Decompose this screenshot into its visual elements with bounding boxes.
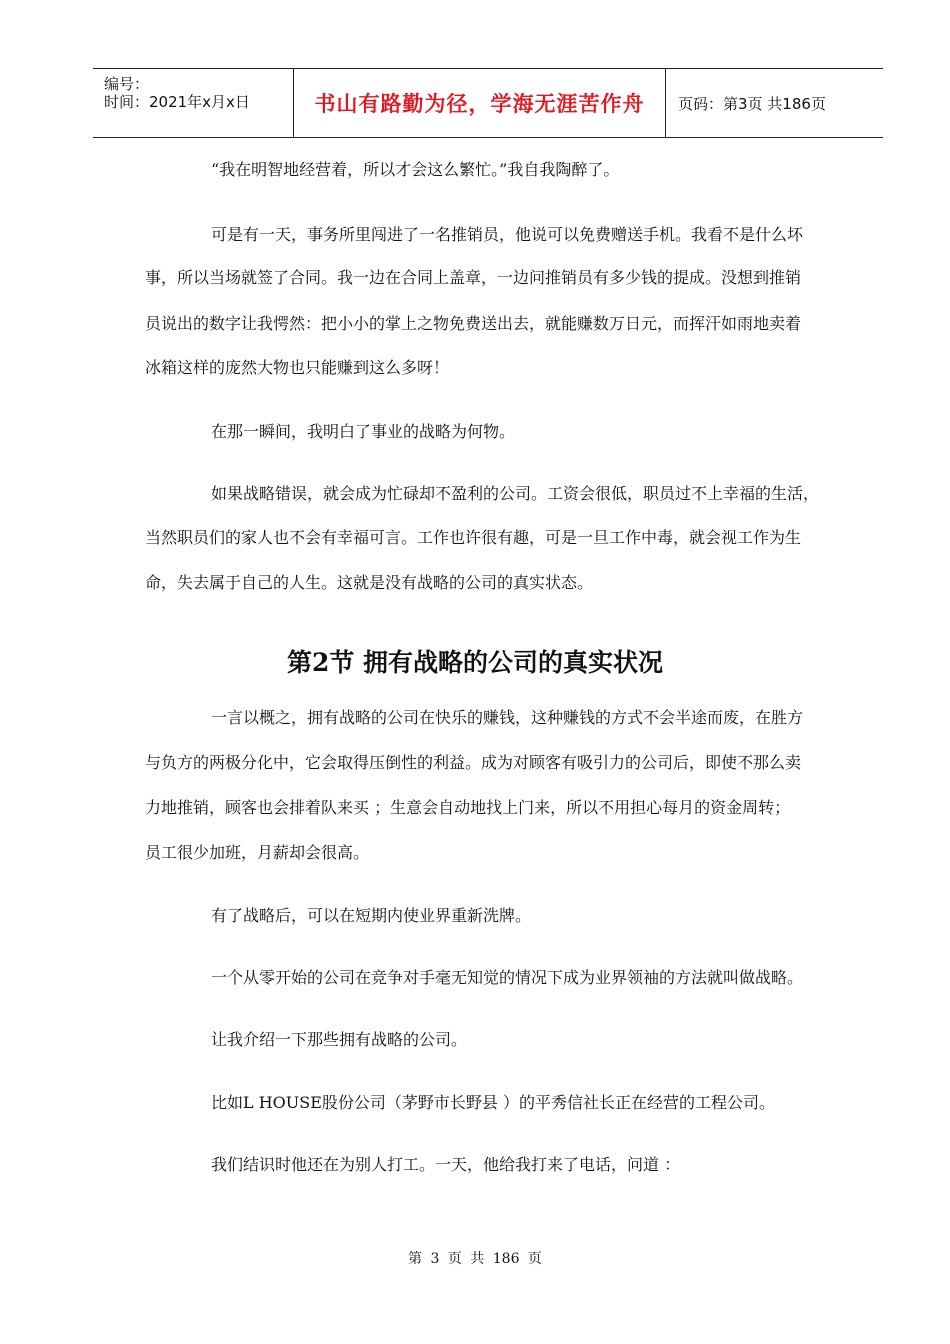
paragraph-line: 与负方的两极分化中，它会取得压倒性的利益。成为对顾客有吸引力的公司后，即使不那么卖 (145, 753, 802, 772)
paragraph-line: 在那一瞬间，我明白了事业的战略为何物。 (211, 422, 516, 441)
paragraph-line: 命，失去属于自己的人生。这就是没有战略的公司的真实状态。 (145, 573, 594, 592)
paragraph-line: “我在明智地经营着，所以才会这么繁忙。”我自我陶醉了。 (211, 160, 620, 179)
paragraph-line: 力地推销，顾客也会排着队来买 ；生意会自动地找上门来，所以不用担心每月的资金周转； (145, 798, 791, 817)
page-footer: 第 3 页 共 186 页 (408, 1251, 542, 1267)
header-meta-cell (93, 69, 294, 137)
paragraph-line: 一言以概之，拥有战略的公司在快乐的赚钱，这种赚钱的方式不会半途而废，在胜方 (211, 708, 804, 727)
paragraph-line: 我们结识时他还在为别人打工。一天，他给我打来了电话，问道 ： (211, 1155, 681, 1174)
paragraph-line: 员说出的数字让我愕然：把小小的掌上之物免费送出去，就能赚数万日元，而挥汗如雨地卖着 (145, 314, 802, 333)
paragraph-line: 当然职员们的家人也不会有幸福可言。工作也许很有趣，可是一旦工作中毒，就会视工作为生 (145, 528, 802, 547)
page-header (93, 68, 883, 138)
page-info: 页码：第3页 共186页 (678, 94, 826, 113)
paragraph-line: 事，所以当场就签了合同。我一边在合同上盖章，一边问推销员有多少钱的提成。没想到推销 (145, 268, 802, 287)
paragraph-line: 如果战略错误，就会成为忙碌却不盈利的公司。工资会很低，职员过不上幸福的生活， (211, 484, 820, 503)
paragraph-line: 冰箱这样的庞然大物也只能赚到这么多呀！ (145, 358, 450, 377)
header-page-cell (666, 69, 883, 137)
serial-label: 编号： (104, 75, 150, 93)
motto-text: 书山有路勤为径，学海无涯苦作舟 (314, 92, 645, 116)
time-label: 时间：2021年x月x日 (104, 93, 250, 111)
paragraph-line: 让我介绍一下那些拥有战略的公司。 (211, 1030, 468, 1049)
paragraph-line: 有了战略后，可以在短期内使业界重新洗牌。 (211, 906, 532, 925)
paragraph-line: 可是有一天，事务所里闯进了一名推销员，他说可以免费赠送手机。我看不是什么坏 (211, 225, 804, 244)
header-motto-cell (294, 69, 666, 137)
section-title: 第2节 拥有战略的公司的真实状况 (286, 648, 664, 677)
paragraph-line: 比如L HOUSE股份公司（茅野市长野县 ）的平秀信社长正在经营的工程公司。 (211, 1093, 775, 1112)
paragraph-line: 员工很少加班，月薪却会很高。 (145, 843, 370, 862)
paragraph-line: 一个从零开始的公司在竞争对手毫无知觉的情况下成为业界领袖的方法就叫做战略。 (211, 968, 804, 987)
